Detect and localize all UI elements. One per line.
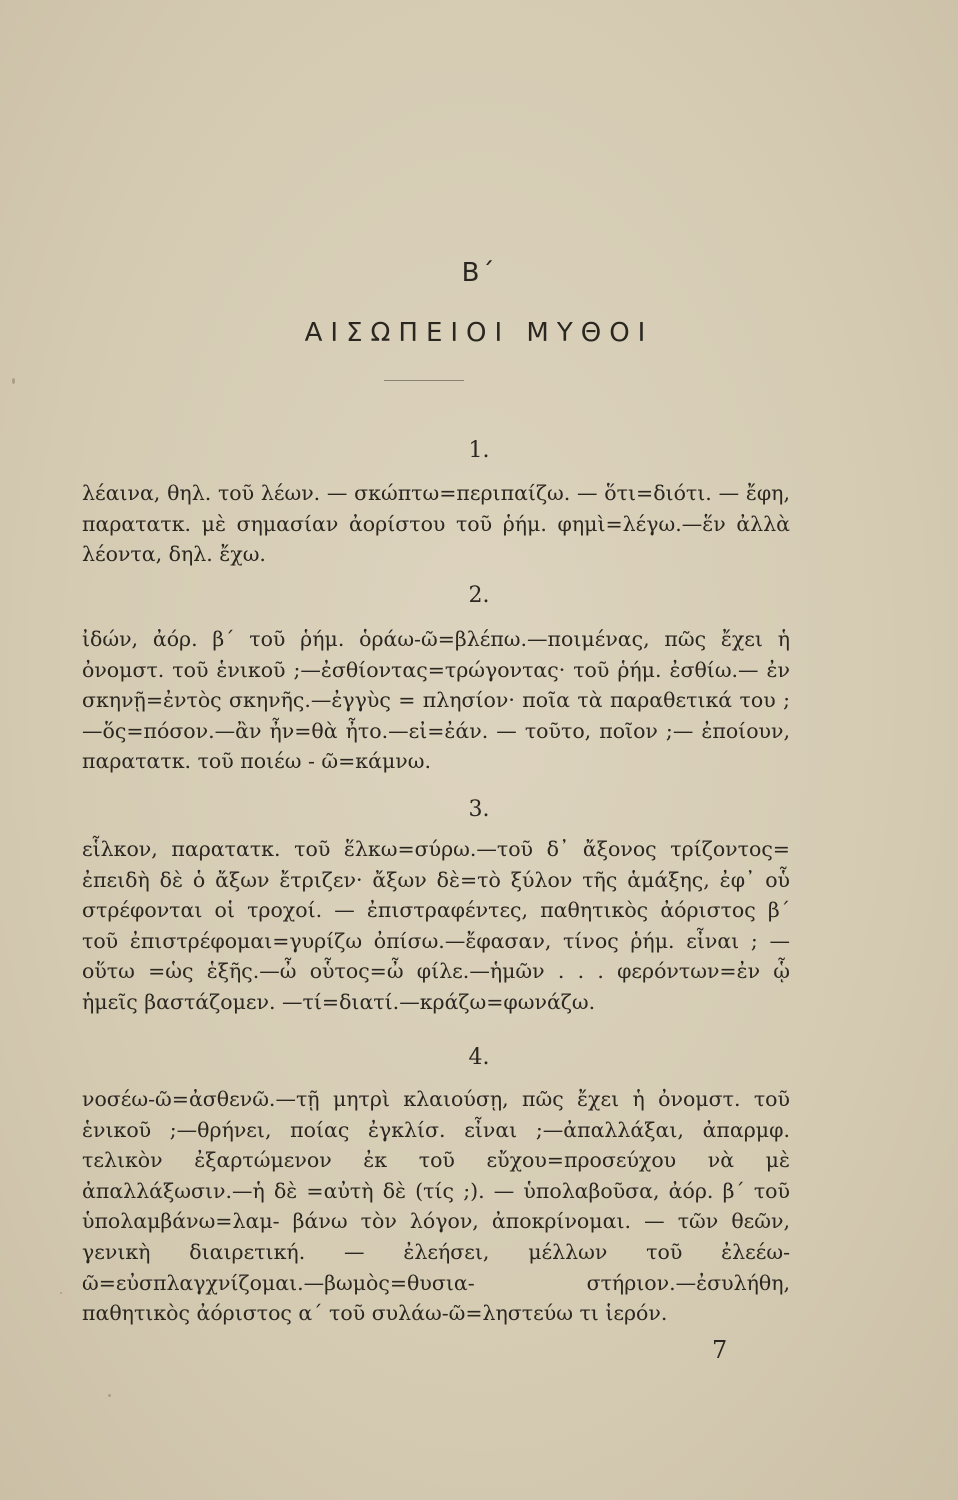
section-text-4: νοσέω-ῶ=ἀσθενῶ.—τῇ μητρὶ κλαιούσῃ, πῶς ἔχει ἡ ὀνομστ. τοῦ ἑνικοῦ ;—θρήνει, ποίας ἐγκλίσ. εἶναι ;—ἀπαλλάξαι, ἀπαρμφ. τελικὸν ἐξαρτώμενον ἐκ τοῦ εὔχου=προσεύχου νὰ μὲ ἀπαλλάξωσιν.—ἡ δὲ =αὐτὴ δὲ (τίς ;). — ὑπολαβοῦσα, ἀόρ. β΄ τοῦ ὑπολαμβάνω=λαμ- βάνω τὸν λόγον, ἀποκρίνομαι. — τῶν θεῶν, γενικὴ διαιρετική. — ἐλεήσει, μέλλων τοῦ ἐλεέω-ῶ=εὐσπλαγχνίζομαι.—βωμὸς=θυσια- στήριον.—ἐσυλήθη, παθητικὸς ἀόριστος α΄ τοῦ συλάω-ῶ=ληστεύω τι ἱερόν.	[82, 1087, 790, 1326]
section-number-1: 1.	[468, 438, 490, 463]
page-number: 7	[712, 1336, 728, 1364]
paper-speck	[108, 1394, 111, 1397]
paper-speck	[12, 378, 15, 384]
paper-speck	[60, 1292, 62, 1294]
title-divider	[384, 380, 464, 381]
section-text-3: εἷλκον, παρατατκ. τοῦ ἕλκω=σύρω.—τοῦ δ᾽ ἄξονος τρίζοντος= ἐπειδὴ δὲ ὁ ἄξων ἔτριζεν· ἄξων δὲ=τὸ ξύλον τῆς ἁμάξης, ἐφ᾽ οὗ στρέφονται οἱ τροχοί. — ἐπιστραφέντες, παθητικὸς ἀόριστος β΄ τοῦ ἐπιστρέφομαι=γυρίζω ὀπίσω.—ἔφασαν, τίνος ῥήμ. εἶναι ; — οὕτω =ὡς ἑξῆς.—ὦ οὗτος=ὦ φίλε.—ἡμῶν . . . φερόντων=ἐν ᾧ ἡμεῖς βαστάζομεν. —τί=διατί.—κράζω=φωνάζω.	[82, 837, 790, 1014]
page-title: ΑΙΣΩΠΕΙΟΙ ΜΥΘΟΙ	[304, 318, 654, 348]
section-text-1: λέαινα, θηλ. τοῦ λέων. — σκώπτω=περιπαίζω. — ὅτι=διότι. — ἔφη, παρατατκ. μὲ σημασίαν ἀορίστου τοῦ ῥήμ. φημὶ=λέγω.—ἕν ἀλλὰ λέοντα, δηλ. ἔχω.	[82, 481, 790, 567]
part-marker: Β΄	[461, 258, 497, 288]
section-number-4: 4.	[468, 1045, 490, 1070]
section-number-3: 3.	[468, 797, 490, 822]
section-number-2: 2.	[468, 583, 490, 608]
section-text-2: ἰδών, ἀόρ. β΄ τοῦ ῥήμ. ὁράω-ῶ=βλέπω.—ποιμένας, πῶς ἔχει ἡ ὀνομστ. τοῦ ἑνικοῦ ;—ἐσθίοντας=τρώγοντας· τοῦ ῥήμ. ἐσθίω.— ἐν σκηνῇ=ἐντὸς σκηνῆς.—ἐγγὺς = πλησίον· ποῖα τὰ παραθετικά του ;—ὅς=πόσον.—ἂν ἦν=θὰ ἦτο.—εἰ=ἐάν. — τοῦτο, ποῖον ;— ἐποίουν, παρατατκ. τοῦ ποιέω - ῶ=κάμνω.	[82, 627, 790, 774]
